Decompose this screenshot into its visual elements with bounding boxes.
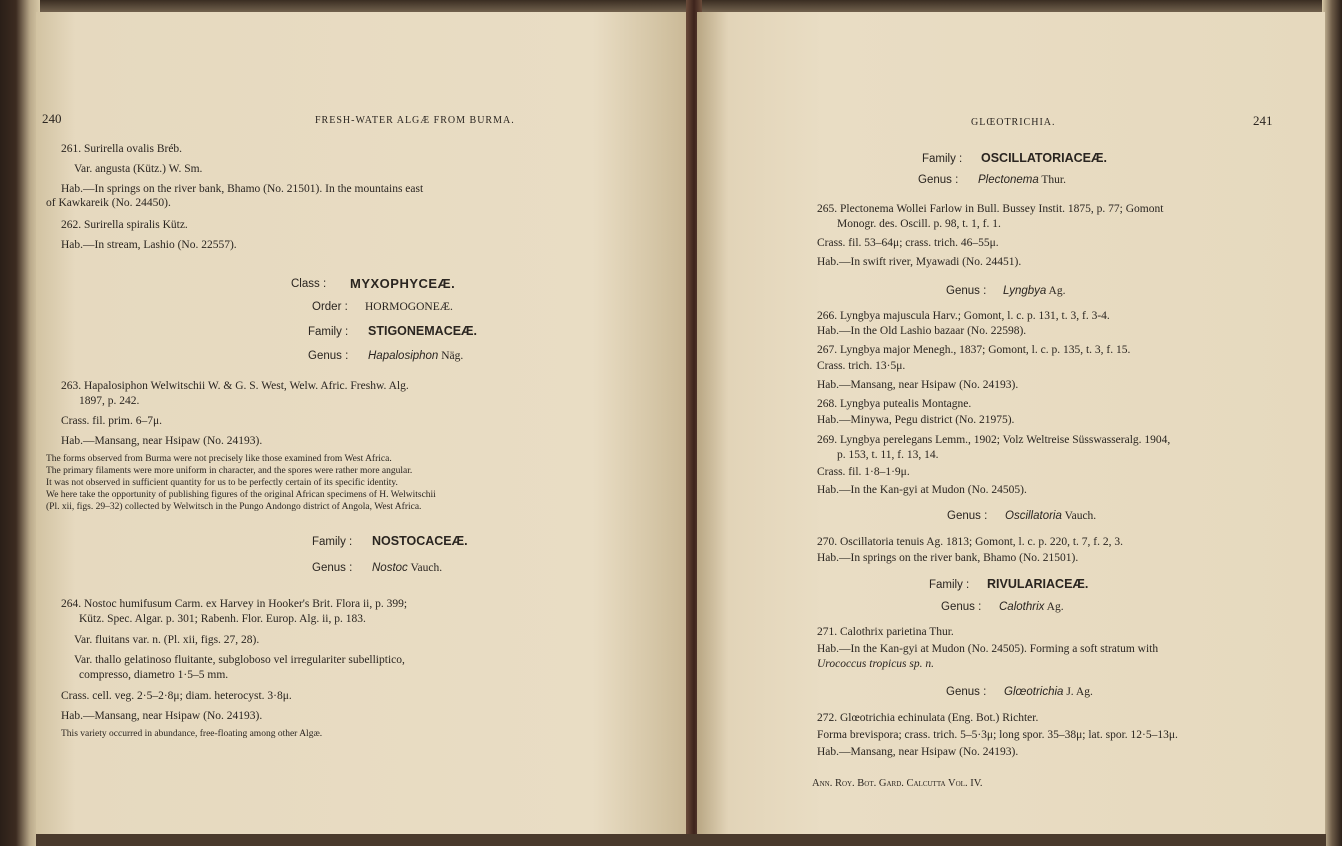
- genus-author: Ag.: [1046, 601, 1064, 613]
- entry-263-note-line: We here take the opportunity of publishing figures of the original African specimens of H. Welwitschii: [46, 490, 436, 500]
- entry-266-title: 266. Lyngbya majuscula Harv.; Gomont, l. c. p. 131, t. 3, f. 3-4.: [817, 310, 1110, 322]
- entry-270-title: 270. Oscillatoria tenuis Ag. 1813; Gomont, l. c. p. 220, t. 7, f. 2, 3.: [817, 536, 1124, 548]
- entry-263-crassitude: Crass. fil. prim. 6–7μ.: [61, 415, 163, 427]
- entry-268-habitat: Hab.—Minywa, Pegu district (No. 21975).: [817, 414, 1015, 426]
- entry-265-citation: Monogr. des. Oscill. p. 98, t. 1, f. 1.: [837, 218, 1001, 230]
- family-heading: OSCILLATORIACEÆ.: [981, 151, 1107, 165]
- entry-264-diagnosis-line1: Var. thallo gelatinoso fluitante, subgloboso vel irregulariter subelliptico,: [74, 654, 405, 666]
- entry-261-habitat-line2: of Kawkareik (No. 24450).: [46, 197, 171, 209]
- genus-author: J. Ag.: [1066, 686, 1093, 698]
- genus-author: Thur.: [1041, 174, 1067, 186]
- entry-261-habitat-line1: Hab.—In springs on the river bank, Bhamo (No. 21501). In the mountains east: [61, 183, 424, 195]
- entry-271-habitat-line2: Urococcus tropicus sp. n.: [817, 658, 935, 670]
- genus-heading: [999, 600, 1064, 615]
- genus-label: Genus :: [918, 174, 959, 186]
- right-page-edges: [1322, 0, 1342, 846]
- entry-262-habitat: Hab.—In stream, Lashio (No. 22557).: [61, 239, 237, 251]
- entry-263-citation: 1897, p. 242.: [79, 395, 140, 407]
- genus-heading: [1005, 509, 1096, 524]
- genus-label: Genus :: [308, 350, 349, 362]
- entry-270-habitat: Hab.—In springs on the river bank, Bhamo (No. 21501).: [817, 552, 1079, 564]
- entry-264-variety: Var. fluitans var. n. (Pl. xii, figs. 27, 28).: [74, 634, 260, 646]
- genus-name: Plectonema: [978, 174, 1039, 186]
- entry-269-title: 269. Lyngbya perelegans Lemm., 1902; Volz Weltreise Süsswasseralg. 1904,: [817, 434, 1171, 446]
- genus-name: Glœotrichia: [1004, 686, 1064, 698]
- entry-264-note: This variety occurred in abundance, free-floating among other Algæ.: [61, 729, 323, 739]
- genus-name: Oscillatoria: [1005, 510, 1062, 522]
- family-heading: NOSTOCACEÆ.: [372, 534, 468, 548]
- genus-label: Genus :: [946, 686, 987, 698]
- class-heading: MYXOPHYCEÆ.: [350, 276, 456, 291]
- family-heading: STIGONEMACEÆ.: [368, 324, 478, 338]
- entry-264-crassitude: Crass. cell. veg. 2·5–2·8μ; diam. heterocyst. 3·8μ.: [61, 690, 292, 702]
- entry-265-title: 265. Plectonema Wollei Farlow in Bull. Bussey Instit. 1875, p. 77; Gomont: [817, 203, 1164, 215]
- genus-label: Genus :: [947, 510, 988, 522]
- entry-271-habitat-line1: Hab.—In the Kan-gyi at Mudon (No. 24505). Forming a soft stratum with: [817, 643, 1159, 655]
- genus-label: Genus :: [946, 285, 987, 297]
- entry-272-title: 272. Glœotrichia echinulata (Eng. Bot.) Richter.: [817, 712, 1039, 724]
- entry-269-citation: p. 153, t. 11, f. 13, 14.: [837, 449, 939, 461]
- entry-269-crassitude: Crass. fil. 1·8–1·9μ.: [817, 466, 910, 478]
- entry-265-habitat: Hab.—In swift river, Myawadi (No. 24451).: [817, 256, 1022, 268]
- page-footer: Ann. Roy. Bot. Gard. Calcutta Vol. IV.: [812, 778, 983, 789]
- entry-263-note-line: The primary filaments were more uniform in character, and the spores were rather more angular.: [46, 466, 413, 476]
- entry-263-habitat: Hab.—Mansang, near Hsipaw (No. 24193).: [61, 435, 263, 447]
- running-head-right: GLŒOTRICHIA.: [971, 117, 1056, 128]
- entry-268-title: 268. Lyngbya putealis Montagne.: [817, 398, 972, 410]
- entry-269-habitat: Hab.—In the Kan-gyi at Mudon (No. 24505).: [817, 484, 1027, 496]
- right-page: [697, 12, 1325, 836]
- left-page: [36, 12, 691, 836]
- entry-264-diagnosis-line2: compresso, diametro 1·5–5 mm.: [79, 669, 229, 681]
- genus-heading: [368, 349, 463, 364]
- entry-261-title: 261. Surirella ovalis Bréb.: [61, 143, 183, 155]
- order-heading: HORMOGONEÆ.: [365, 301, 453, 313]
- genus-label: Genus :: [941, 601, 982, 613]
- order-label: Order :: [312, 301, 348, 313]
- running-head-left: FRESH-WATER ALGÆ FROM BURMA.: [315, 115, 515, 126]
- family-label: Family :: [308, 326, 349, 338]
- entry-264-habitat: Hab.—Mansang, near Hsipaw (No. 24193).: [61, 710, 263, 722]
- genus-heading: [978, 173, 1066, 188]
- genus-label: Genus :: [312, 562, 353, 574]
- genus-name: Nostoc: [372, 562, 408, 574]
- genus-author: Vauch.: [410, 562, 443, 574]
- entry-267-habitat: Hab.—Mansang, near Hsipaw (No. 24193).: [817, 379, 1019, 391]
- genus-author: Vauch.: [1064, 510, 1097, 522]
- entry-267-crassitude: Crass. trich. 13·5μ.: [817, 360, 906, 372]
- entry-265-crassitude: Crass. fil. 53–64μ; crass. trich. 46–55μ.: [817, 237, 999, 249]
- genus-author: Näg.: [441, 350, 464, 362]
- genus-heading: [1004, 685, 1093, 700]
- family-label: Family :: [922, 153, 963, 165]
- entry-264-title: 264. Nostoc humifusum Carm. ex Harvey in Hooker's Brit. Flora ii, p. 399;: [61, 598, 408, 610]
- genus-name: Calothrix: [999, 601, 1045, 613]
- entry-271-title: 271. Calothrix parietina Thur.: [817, 626, 954, 638]
- entry-267-title: 267. Lyngbya major Menegh., 1837; Gomont, l. c. p. 135, t. 3, f. 15.: [817, 344, 1131, 356]
- family-label: Family :: [929, 579, 970, 591]
- entry-272-habitat: Hab.—Mansang, near Hsipaw (No. 24193).: [817, 746, 1019, 758]
- entry-272-forma: Forma brevispora; crass. trich. 5–5·3μ; long spor. 35–38μ; lat. spor. 12·5–13μ.: [817, 729, 1178, 741]
- entry-263-note-line: The forms observed from Burma were not precisely like those examined from West Africa.: [46, 454, 392, 464]
- class-label: Class :: [291, 278, 327, 290]
- entry-263-note-line: It was not observed in sufficient quantity for us to be perfectly certain of its specific identity.: [46, 478, 398, 488]
- family-heading: RIVULARIACEÆ.: [987, 577, 1089, 591]
- bottom-edge: [36, 834, 1326, 846]
- page-number-left: 240: [42, 111, 62, 126]
- left-page-edges: [0, 0, 40, 846]
- genus-author: Ag.: [1048, 285, 1066, 297]
- genus-name: Hapalosiphon: [368, 350, 439, 362]
- genus-heading: [1003, 284, 1065, 299]
- genus-heading: [372, 561, 442, 576]
- entry-264-citation: Kütz. Spec. Algar. p. 301; Rabenh. Flor. Europ. Alg. ii, p. 183.: [79, 613, 366, 625]
- family-label: Family :: [312, 536, 353, 548]
- entry-266-habitat: Hab.—In the Old Lashio bazaar (No. 22598).: [817, 325, 1027, 337]
- entry-263-note-line: (Pl. xii, figs. 29–32) collected by Welwitsch in the Pungo Andongo district of Angola, West Africa.: [46, 502, 422, 512]
- entry-263-title: 263. Hapalosiphon Welwitschii W. & G. S. West, Welw. Afric. Freshw. Alg.: [61, 380, 409, 392]
- entry-261-variety: Var. angusta (Kütz.) W. Sm.: [74, 163, 203, 175]
- entry-262-title: 262. Surirella spiralis Kütz.: [61, 219, 188, 231]
- page-number-right: 241: [1253, 113, 1273, 128]
- genus-name: Lyngbya: [1003, 285, 1047, 297]
